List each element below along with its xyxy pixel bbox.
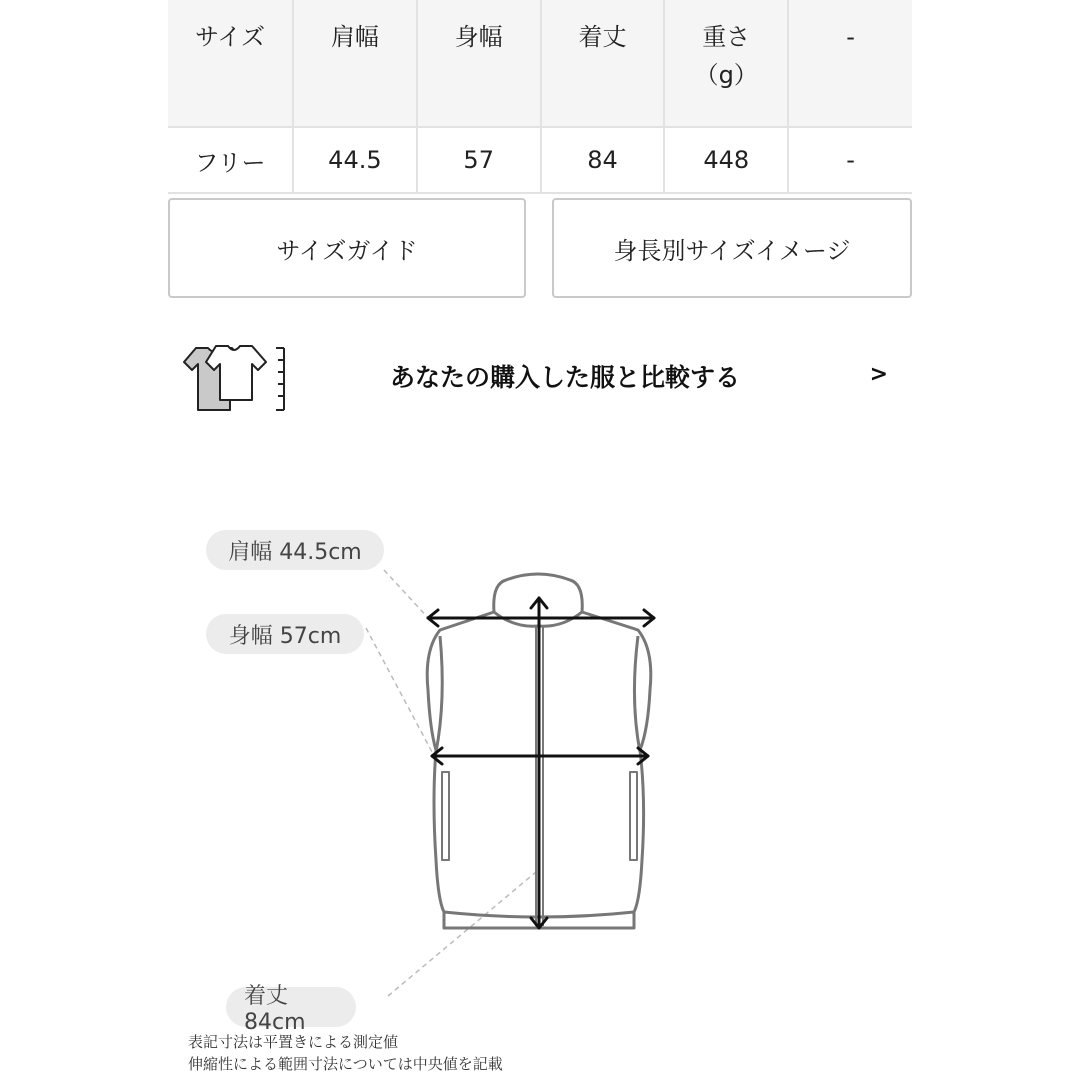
cell-length: 84 bbox=[541, 127, 665, 193]
header-cell-body-width: 身幅 bbox=[417, 0, 541, 127]
height-size-image-button[interactable] bbox=[552, 198, 912, 298]
measurement-notes bbox=[188, 1031, 503, 1075]
header-cell-size: サイズ bbox=[168, 0, 293, 127]
cell-blank: - bbox=[788, 127, 912, 193]
vest-illustration bbox=[427, 574, 651, 928]
height-size-image-label: 身長別サイズイメージ bbox=[613, 236, 851, 265]
note-line: 表記寸法は平置きによる測定値 bbox=[188, 1033, 399, 1051]
size-table bbox=[168, 0, 912, 194]
size-table-header-row bbox=[168, 0, 912, 127]
table-row bbox=[168, 127, 912, 193]
note-line: 伸縮性による範囲寸法については中央値を記載 bbox=[188, 1055, 503, 1073]
tshirt-compare-icon bbox=[176, 340, 288, 412]
length-label: 着丈 84cm bbox=[226, 987, 356, 1027]
header-cell-blank: - bbox=[788, 0, 912, 127]
header-cell-shoulder: 肩幅 bbox=[293, 0, 417, 127]
body-width-label: 身幅 57cm bbox=[206, 614, 364, 654]
chevron-right-icon: > bbox=[869, 362, 888, 387]
cell-size: フリー bbox=[168, 127, 293, 193]
cell-body-width: 57 bbox=[417, 127, 541, 193]
shoulder-width-label: 肩幅 44.5cm bbox=[206, 530, 384, 570]
cell-shoulder: 44.5 bbox=[293, 127, 417, 193]
size-guide-button[interactable] bbox=[168, 198, 526, 298]
compare-label: あなたの購入した服と比較する bbox=[390, 363, 741, 392]
size-guide-label: サイズガイド bbox=[276, 236, 418, 265]
header-cell-length: 着丈 bbox=[541, 0, 665, 127]
cell-weight: 448 bbox=[664, 127, 788, 193]
header-cell-weight: 重さ （g） bbox=[664, 0, 788, 127]
compare-purchased-link[interactable] bbox=[168, 336, 912, 416]
